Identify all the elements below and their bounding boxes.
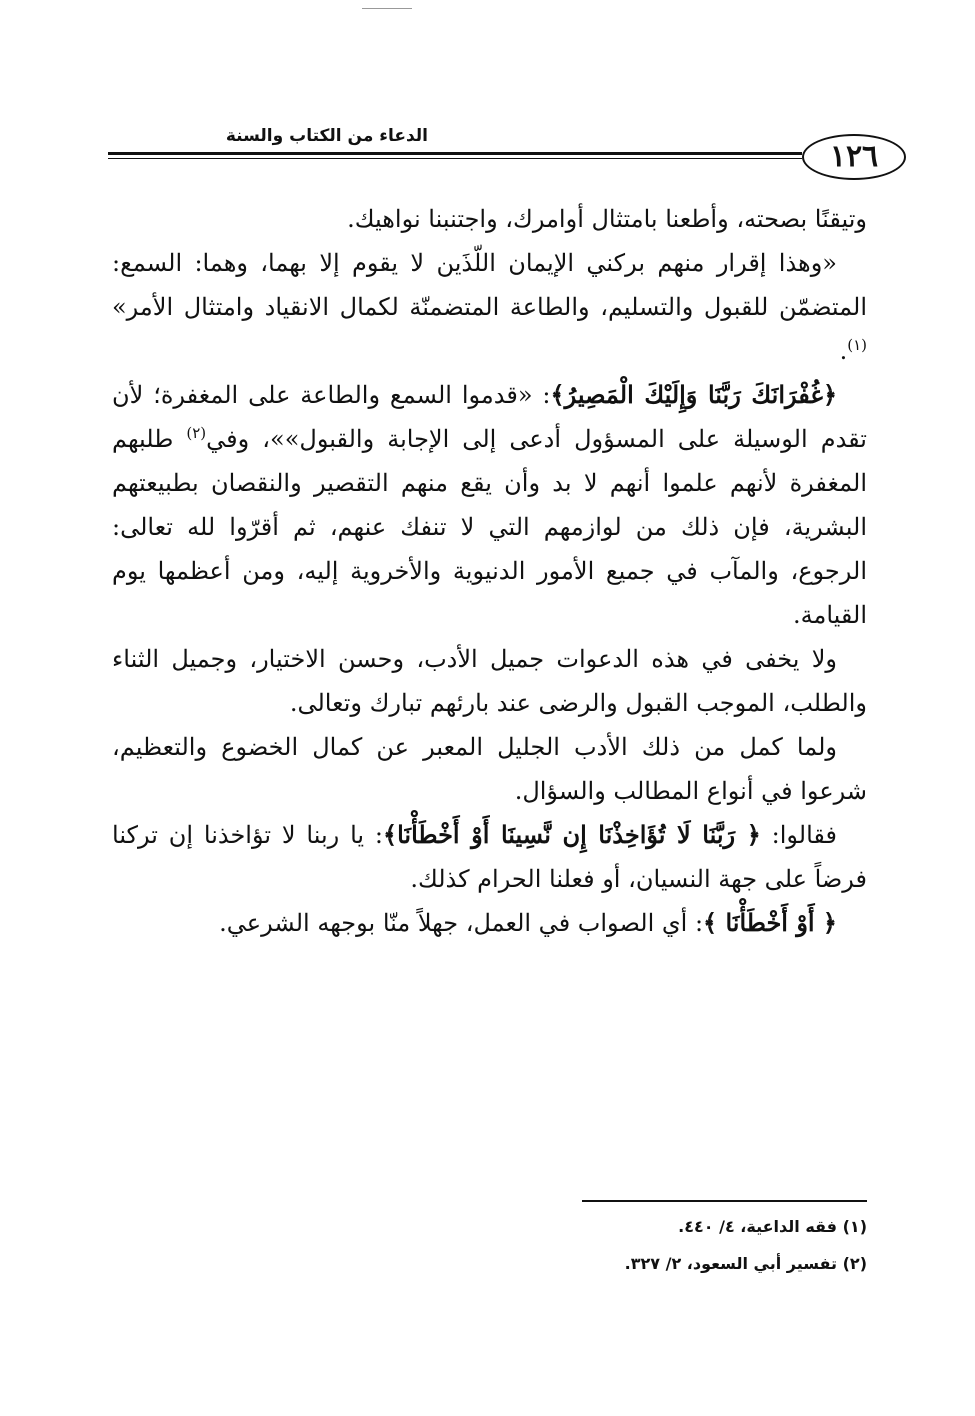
paragraph-text: : «قدموا السمع والطاعة على	[248, 381, 551, 409]
footnote-ref: (١)	[847, 336, 867, 354]
footnote: (٢) تفسير أبي السعود، ٢/ ٣٢٧.	[624, 1254, 867, 1273]
paragraph-text: المغفرة؛ لأن تقدم الوسيلة على المسؤول أدعى إلى الإجابة والقبول»»، وفي	[112, 381, 867, 453]
header-rule-thin	[108, 158, 802, 159]
paragraph-text: ولما كمل من ذلك الأدب الجليل المعبر عن كمال الخضوع والتعظيم، شرعوا في أنواع المطالب والسؤال.	[112, 733, 867, 805]
paragraph-text: وتيقنًا بصحته، وأطعنا بامتثال أوامرك، واجتنبنا نواهيك.	[347, 205, 867, 233]
header-rule	[108, 152, 802, 155]
footnote: (١) فقه الداعية، ٤/ ٤٤٠.	[678, 1217, 867, 1236]
paragraph-text: : يا ربنا لا تؤاخذنا إن تركنا فرضاً على جهة النسيان، أو فعلنا الحرام كذلك.	[112, 821, 867, 893]
running-title: الدعاء من الكتاب والسنة	[225, 126, 428, 146]
paragraph	[112, 241, 867, 373]
paragraph-text: : أي الصواب في العمل، جهلاً منّا بوجهه الشرعي.	[219, 909, 704, 937]
paragraph	[112, 197, 867, 241]
paragraph	[112, 901, 867, 945]
paragraph	[112, 373, 867, 637]
footnote-ref: (٢)	[186, 424, 207, 442]
quran-verse: ﴿غُفْرَانَكَ رَبَّنَا وَإِلَيْكَ الْمَصِيرُ﴾	[550, 380, 838, 409]
footnote-separator	[582, 1200, 867, 1202]
paragraph-text: طلبهم المغفرة لأنهم علموا أنهم لا بد وأن يقع منهم التقصير والنقصان بطبيعتهم البشرية، فإن ذلك من لوازمهم التي لا تنفك عنهم، ثم أقرّوا لله تعالى: الرجوع، والمآب في جميع الأمور الدنيوية والأخروية إليه، ومن أعظمها يوم القيامة.	[112, 425, 867, 629]
page-header	[108, 118, 908, 188]
paragraph-text: فقالوا:	[771, 821, 837, 849]
paragraph-text: ولا يخفى في هذه الدعوات جميل الأدب، وحسن الاختيار، وجميل الثناء والطلب، الموجب القبول والرضى عند بارئهم تبارك وتعالى.	[112, 645, 867, 717]
paragraph	[112, 725, 867, 813]
paragraph	[112, 637, 867, 725]
page-number: ١٢٦	[802, 134, 906, 180]
paragraph-text: «وهذا إقرار منهم بركني الإيمان اللّذَين لا يقوم إلا بهما، وهما: السمع: المتضمّن للقبول والتسليم، والطاعة المتضمنّة لكمال الانقياد وامتثال الأمر»	[112, 249, 867, 321]
quran-verse: ﴿ أَوْ أَخْطَأْنَا ﴾	[703, 908, 837, 937]
period: .	[839, 337, 848, 365]
quran-verse: ﴿ رَبَّنَا لَا تُؤَاخِذْنَا إِن نَّسِينَا أَوْ أَخْطَأْنَا﴾	[383, 820, 761, 849]
top-scan-mark	[362, 8, 412, 9]
paragraph	[112, 813, 867, 901]
footnotes	[400, 1208, 867, 1282]
main-text	[112, 197, 867, 945]
